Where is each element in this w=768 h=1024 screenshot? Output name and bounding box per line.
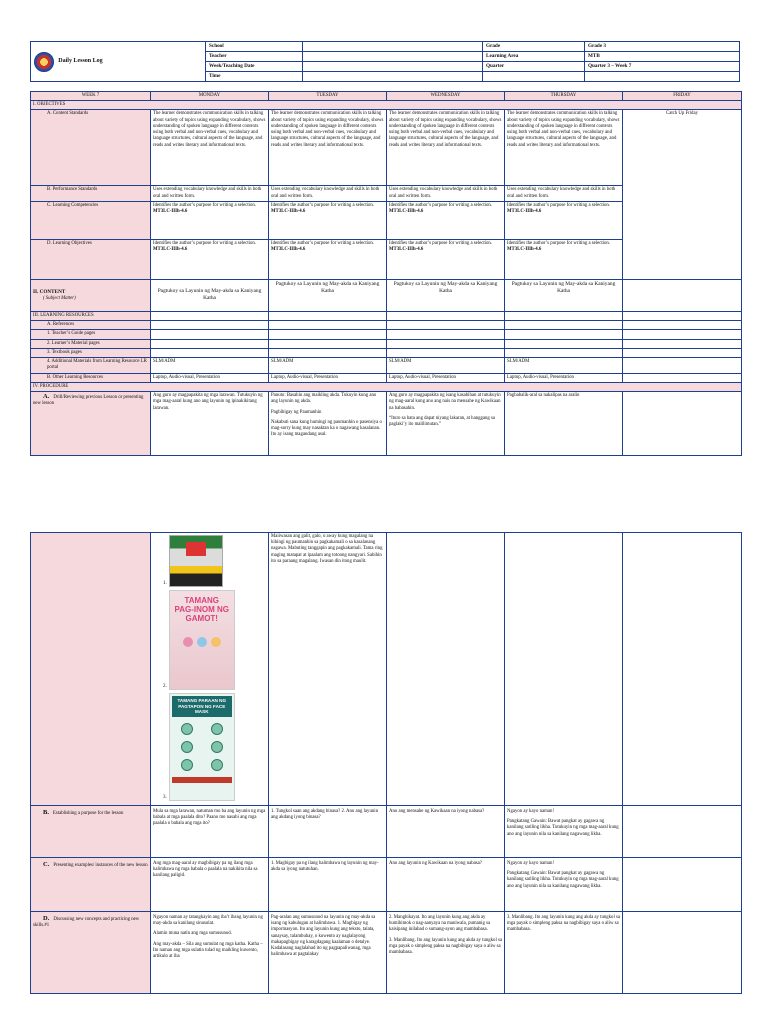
- header-table: [30, 41, 740, 82]
- other-resources-label: B. Other Learning Resources: [31, 373, 151, 382]
- mon-purpose: Mula sa mga larawan, natuman mo ba ang layunin ng mga babala at mga paalala dito? Paano mo nasabi ang mga paalala o babala ang mga ito?: [151, 806, 269, 858]
- purpose-label: B. Establishing a purpose for the lesson: [31, 806, 151, 858]
- mon-objective: Identifies the author’s purpose for writing a selection. MT3LC-IIIh-4.6: [151, 239, 269, 279]
- tue-examples: 1. Magbigay pa ng ilang halimbawa ng layunin ng may-akda sa iyong natutuhan.: [269, 858, 387, 912]
- tue-drill-continued: Maiiwasan ang galit, galo, o away kung magalang na hihingi ng paumanhin sa pagkakamali o sa kasalanang nagawa. Mabuting tanggapin ang pagkakamali. Tama ring maging matapat at ipaalam ang totoong nangyari. Sabihin ito sa paraang magalang. Iwasan din itong maulit.: [269, 533, 387, 806]
- thu-drill: Pagbabalik-aral sa nakalipas na aralin: [505, 392, 623, 456]
- empty-value: [585, 72, 740, 82]
- examples-label: C. Presenting examples/ instances of the new lesson: [31, 858, 151, 912]
- learning-competencies-label: C. Learning Competencies: [31, 201, 151, 239]
- content-standards-label: A. Content Standards: [31, 110, 151, 186]
- tue-perf-std: Uses extending vocabulary knowledge and skills in both oral and written form.: [269, 186, 387, 201]
- mon-additional: SLM/ADM: [151, 358, 269, 373]
- mon-content-std: The learner demonstrates communication skills in talking about variety of topics using expanding vocabulary, shows understanding of spoken language in different contexts using both verbal and non-verbal cues, vocabulary and language structures, cultural aspects of the language, and reads and writes literary and informational texts.: [151, 110, 269, 186]
- tb-pages-label: 3. Textbook pages: [31, 348, 151, 357]
- mon-discussing: Ngayon naman ay tatangkayin ang iba’t ibang layunin ng may-akda sa kanilang sinusulat. Alamin muna natin ang mga sumusunod. Ang may-akda – Sila ang sumulat ng mga katha. Katha – Ito naman ang mga sulatin tulad ng maikling kuwento, artikulo at iba: [151, 912, 269, 994]
- wed-content: Pagtukoy sa Layunin ng May-akda sa Kaniyang Katha: [387, 279, 505, 311]
- additional-materials-label: 4. Additional Materials from Learning Resource LR portal: [31, 358, 151, 373]
- wed-objective: Identifies the author’s purpose for writing a selection. MT3LC-IIIh-4.6: [387, 239, 505, 279]
- mon-examples: Ang mga mag-aaral ay magbibigay pa ng ilang mga halimbawa ng mga babala o paalala na nakikita nila sa kanilang paligid.: [151, 858, 269, 912]
- learning-objectives-label: D. Learning Objectives: [31, 239, 151, 279]
- time-value: [303, 72, 483, 82]
- tue-content-std: The learner demonstrates communication skills in talking about variety of topics using expanding vocabulary, shows understanding of spoken language in different contexts using both verbal and non-verbal cues, vocabulary and language structures, cultural aspects of the language, and reads and writes literary and informational texts.: [269, 110, 387, 186]
- wed-discussing: 2. Manghikayat. Ito ang layunin kung ang akda ay humihimok o nag-aanyaya na maniwala, pumanig sa kaisipang inilahad o sumang-ayon ang mambabasa. 3. Manlibang. Ito ang layunin kung ang akda ay tungkol sa mga payak o simpleng paksa na nagbibigay saya o aliw sa mambabasa.: [387, 912, 505, 994]
- time-label: Time: [206, 72, 303, 82]
- mon-posters: 1. 2. TAMANG PAG-INOM NG GAMOT! 3. TAMANG PARAAN NG PAGTAPON NG FACE MASK: [151, 533, 269, 806]
- wed-additional: SLM/ADM: [387, 358, 505, 373]
- wednesday-header: WEDNESDAY: [387, 92, 505, 101]
- friday-header: FRIDAY: [623, 92, 742, 101]
- wed-other: Laptop, Audio-visual, Presentation: [387, 373, 505, 382]
- content-section-label: II. CONTENT ( Subject Matter): [31, 279, 151, 311]
- wed-purpose: Ano ang mensahe ng Kawikaan na iyong nabasa?: [387, 806, 505, 858]
- mon-content: Pagtukoy sa Layunin ng May-akda sa Kaniyang Katha: [151, 279, 269, 311]
- resources-section: III. LEARNING RESOURCES: [31, 311, 151, 320]
- mon-perf-std: Uses extending vocabulary knowledge and skills in both oral and written form.: [151, 186, 269, 201]
- tue-objective: Identifies the author’s purpose for writing a selection. MT3LC-IIIh-4.6: [269, 239, 387, 279]
- discussing-label: D. Discussing new concepts and practicing new skills.#1: [31, 912, 151, 994]
- day-header-row: [31, 92, 742, 101]
- tue-additional: SLM/ADM: [269, 358, 387, 373]
- teacher-value: [303, 52, 483, 62]
- grade-value: Grade 3: [585, 42, 740, 52]
- drill-continued-label: [31, 533, 151, 806]
- empty-label: [483, 72, 585, 82]
- friday-catch-up: Catch Up Friday: [623, 110, 742, 279]
- wed-perf-std: Uses extending vocabulary knowledge and skills in both oral and written form.: [387, 186, 505, 201]
- lesson-table-continued: [30, 532, 742, 994]
- deped-seal-icon: [34, 52, 54, 72]
- references-label: A. References: [31, 321, 151, 330]
- lesson-table: [30, 91, 742, 456]
- tue-competency: Identifies the author’s purpose for writing a selection. MT3LC-IIIh-4.6: [269, 201, 387, 239]
- thu-perf-std: Uses extending vocabulary knowledge and skills in both oral and written form.: [505, 186, 623, 201]
- tue-discussing: Pag-aralan ang sumusunod na layunin ng may-akda sa isang ng kahulugan at halimbawa. 1. Magbigay ng impormasyon. Ito ang layunin kung ang teksto, talata, sanaysay, talambuhay, o kuwento ay naglalayong makapagbigay ng karagdagang kaalaman o detalye. Kadalasang naglalahad ito ng pagpapaliwanag, mga halimbawa at pagtalakay: [269, 912, 387, 994]
- thu-content-std: The learner demonstrates communication skills in talking about variety of topics using expanding vocabulary, shows understanding of spoken language in different contexts using both verbal and non-verbal cues, vocabulary and language structures, cultural aspects of the language, and reads and writes literary and informational texts.: [505, 110, 623, 186]
- face-mask-poster-image: TAMANG PARAAN NG PAGTAPON NG FACE MASK: [169, 693, 235, 801]
- fri-content: [623, 279, 742, 311]
- thu-competency: Identifies the author’s purpose for writing a selection. MT3LC-IIIh-4.6: [505, 201, 623, 239]
- safety-sign-image: [169, 535, 223, 587]
- thu-purpose: Ngayon ay kayo naman! Pangkatang Gawain: Bawat pangkat ay gagawa ng kanilang sariling likha. Tutukuyin ng mga mag-aaral kung ano ang layunin nila sa kanilang nagawang likha.: [505, 806, 623, 858]
- medicine-poster-image: TAMANG PAG-INOM NG GAMOT!: [169, 590, 235, 690]
- thu-examples: Ngayon ay kayo naman! Pangkatang Gawain: Bawat pangkat ay gagawa ng kanilang sariling likha. Tutukuyin ng mga mag-aaral kung ano ang layunin nila sa kanilang nagawang likha.: [505, 858, 623, 912]
- wed-drill: Ang guro ay magpapakita ng isang kasabihan at tutukuyin ng mag-aaral kung ano ang nais na mensahe ng Kawikaan na babasahin. “Ituro sa bata ang dapat niyang lakaran, at hanggang sa paglaki’y ito malilimutan.”: [387, 392, 505, 456]
- school-label: School: [206, 42, 303, 52]
- wed-competency: Identifies the author’s purpose for writing a selection. MT3LC-IIIh-4.6: [387, 201, 505, 239]
- tuesday-header: TUESDAY: [269, 92, 387, 101]
- quarter-value: Quarter 3 – Week 7: [585, 62, 740, 72]
- thu-other: Laptop, Audio-visual, Presentation: [505, 373, 623, 382]
- quarter-label: Quarter: [483, 62, 585, 72]
- thursday-header: THURSDAY: [505, 92, 623, 101]
- tg-pages-label: 1. Teacher’s Guide pages: [31, 330, 151, 339]
- mon-competency: Identifies the author’s purpose for writing a selection. MT3LC-IIIh-4.6: [151, 201, 269, 239]
- week-header: WEEK 7: [31, 92, 151, 101]
- grade-label: Grade: [483, 42, 585, 52]
- header-logo-cell: [31, 42, 206, 82]
- procedure-section: IV. PROCEDURE: [31, 382, 742, 391]
- learning-area-label: Learning Area: [483, 52, 585, 62]
- tue-other: Laptop, Audio-visual, Presentation: [269, 373, 387, 382]
- thu-content: Pagtukoy sa Layunin ng May-akda sa Kaniyang Katha: [505, 279, 623, 311]
- tue-content: Pagtukoy sa Layunin ng May-akda sa Kaniyang Katha: [269, 279, 387, 311]
- lm-pages-label: 2. Learner’s Material pages: [31, 339, 151, 348]
- teacher-label: Teacher: [206, 52, 303, 62]
- week-date-label: Week/Teaching Date: [206, 62, 303, 72]
- wed-content-std: The learner demonstrates communication skills in talking about variety of topics using expanding vocabulary, shows understanding of spoken language in different contexts using both verbal and non-verbal cues, vocabulary and language structures, cultural aspects of the language, and reads and writes literary and informational texts.: [387, 110, 505, 186]
- mon-other: Laptop, Audio-visual, Presentation: [151, 373, 269, 382]
- week-date-value: [303, 62, 483, 72]
- tue-purpose: 1. Tungkol saan ang akdang binasa? 2. Ano ang layunin ang akdang iyong binasa?: [269, 806, 387, 858]
- performance-standards-label: B. Performance Standards: [31, 186, 151, 201]
- log-title: Daily Lesson Log: [58, 57, 103, 64]
- school-value: [303, 42, 483, 52]
- learning-area-value: MTB: [585, 52, 740, 62]
- mon-drill: Ang guro ay magpapakita ng mga larawan. Tutukuyin ng mga mag-aaral kung ano ang layunin ng ipinakikitang larawan.: [151, 392, 269, 456]
- wed-examples: Ano ang layunin ng Kawikaan na iyong nabasa?: [387, 858, 505, 912]
- thu-additional: SLM/ADM: [505, 358, 623, 373]
- drill-label: A. Drill/Reviewing previous Lesson or presenting new lesson: [31, 392, 151, 456]
- objectives-section: I. OBJECTIVES: [31, 101, 742, 110]
- monday-header: MONDAY: [151, 92, 269, 101]
- thu-discussing: 3. Manlibang. Ito ang layunin kung ang akda ay tungkol sa mga payak o simpleng paksa na nagbibigay saya o aliw sa mambabasa.: [505, 912, 623, 994]
- thu-objective: Identifies the author’s purpose for writing a selection. MT3LC-IIIh-4.6: [505, 239, 623, 279]
- tue-drill: Panuto: Basahin ang maikling akda. Tukuyin kung ano ang layunin ng akda. Pagbibigay ng Paumanhin Nakabuti sana kung humingi ng paumanhin o pasensiya o mag-sorry kung may nasaktan ka o nagawang kasalanan. Ito ay isang magandang asal.: [269, 392, 387, 456]
